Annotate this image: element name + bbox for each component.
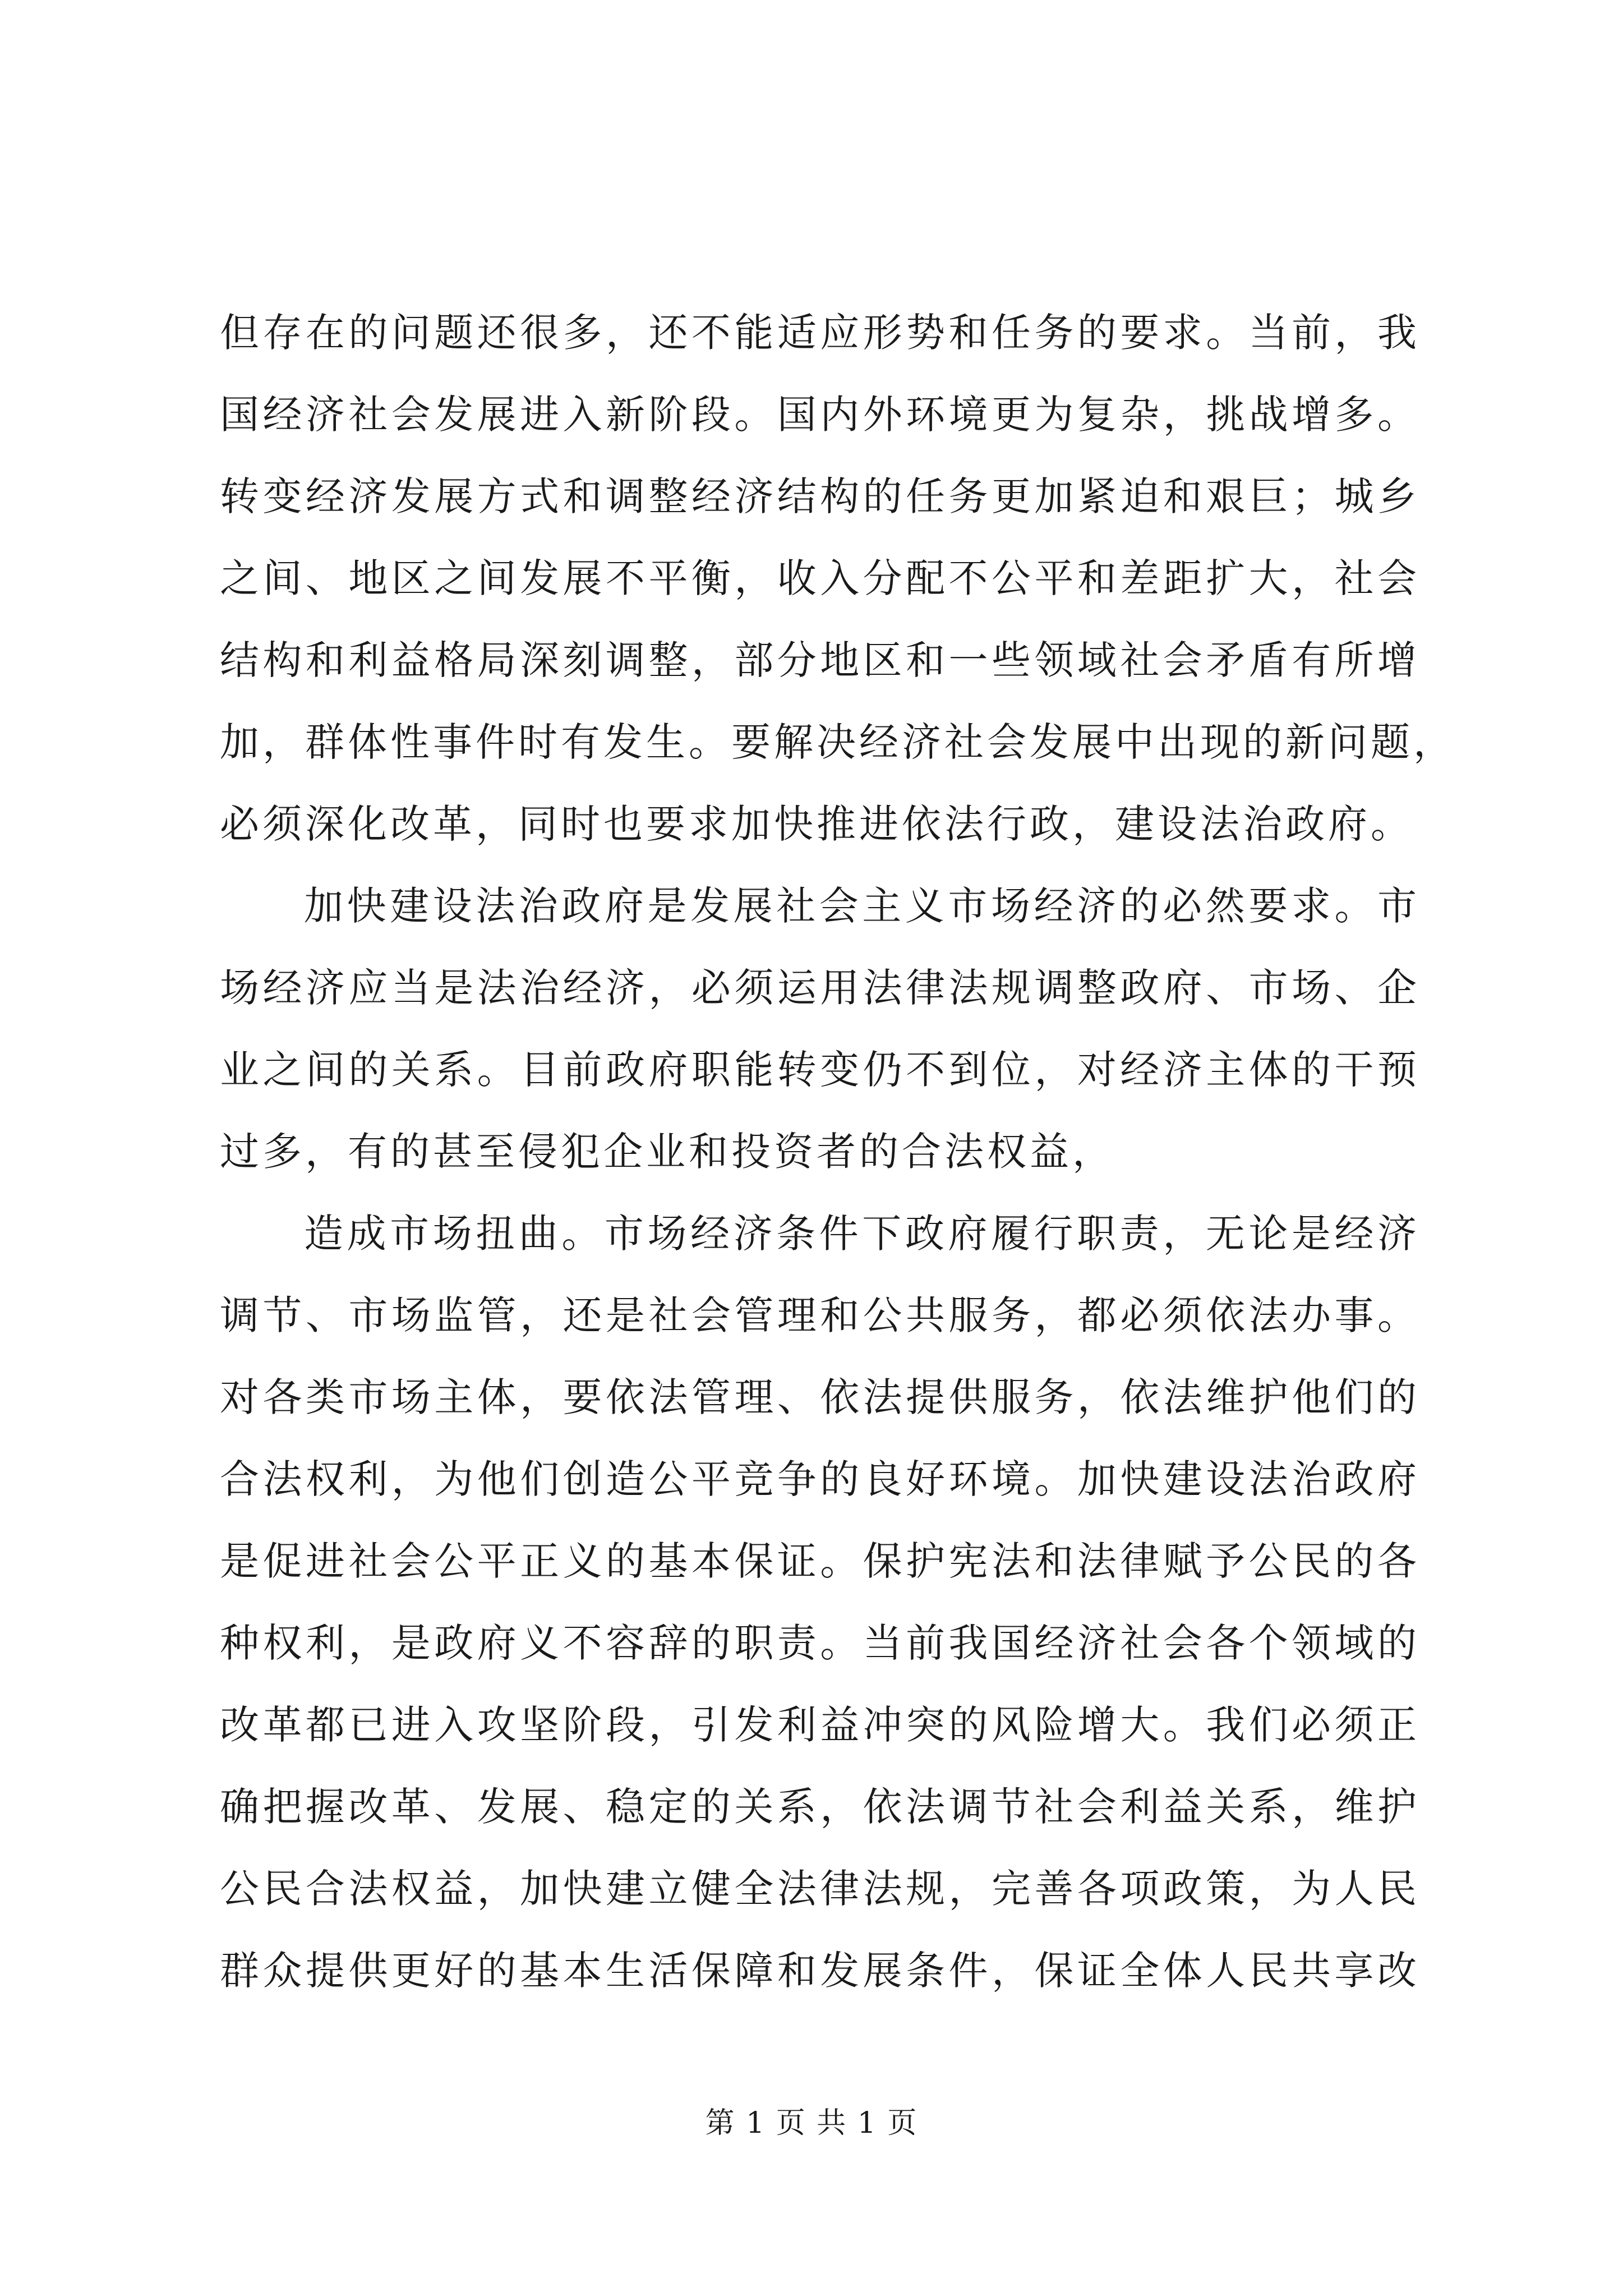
text-line: 群众提供更好的基本生活保障和发展条件，保证全体人民共享改 — [220, 1948, 1420, 1994]
text-line: 对各类市场主体，要依法管理、依法提供服务，依法维护他们的 — [220, 1374, 1420, 1420]
text-line: 加快建设法治政府是发展社会主义市场经济的必然要求。市 — [304, 883, 1420, 929]
text-line: 合法权利，为他们创造公平竞争的良好环境。加快建设法治政府 — [220, 1456, 1420, 1502]
text-line: 是促进社会公平正义的基本保证。保护宪法和法律赋予公民的各 — [220, 1538, 1420, 1584]
text-line: 必须深化改革，同时也要求加快推进依法行政，建设法治政府。 — [220, 801, 1413, 847]
body-text — [220, 292, 1456, 2012]
text-line: 公民合法权益，加快建立健全法律法规，完善各项政策，为人民 — [220, 1866, 1420, 1912]
text-line: 加，群体性事件时有发生。要解决经济社会发展中出现的新问题， — [220, 719, 1456, 765]
text-line: 过多，有的甚至侵犯企业和投资者的合法权益， — [220, 1129, 1115, 1175]
text-line: 国经济社会发展进入新阶段。国内外环境更为复杂，挑战增多。 — [220, 392, 1420, 438]
text-line: 业之间的关系。目前政府职能转变仍不到位，对经济主体的干预 — [220, 1047, 1420, 1093]
paragraph-1 — [220, 292, 1456, 865]
text-line: 场经济应当是法治经济，必须运用法律法规调整政府、市场、企 — [220, 965, 1420, 1011]
text-line: 改革都已进入攻坚阶段，引发利益冲突的风险增大。我们必须正 — [220, 1702, 1420, 1748]
text-line: 但存在的问题还很多，还不能适应形势和任务的要求。当前，我 — [220, 310, 1420, 356]
page-footer: 第 1 页 共 1 页 — [705, 2106, 918, 2140]
text-line: 确把握改革、发展、稳定的关系，依法调节社会利益关系，维护 — [220, 1784, 1420, 1830]
text-line: 种权利，是政府义不容辞的职责。当前我国经济社会各个领域的 — [220, 1620, 1420, 1666]
text-line: 之间、地区之间发展不平衡，收入分配不公平和差距扩大，社会 — [220, 555, 1420, 601]
paragraph-3 — [220, 1193, 1420, 2012]
text-line: 转变经济发展方式和调整经济结构的任务更加紧迫和艰巨；城乡 — [220, 473, 1420, 519]
text-line: 调节、市场监管，还是社会管理和公共服务，都必须依法办事。 — [220, 1292, 1420, 1338]
text-line: 结构和利益格局深刻调整，部分地区和一些领域社会矛盾有所增 — [220, 637, 1420, 683]
paragraph-2 — [220, 865, 1420, 1193]
text-line: 造成市场扭曲。市场经济条件下政府履行职责，无论是经济 — [304, 1211, 1420, 1257]
